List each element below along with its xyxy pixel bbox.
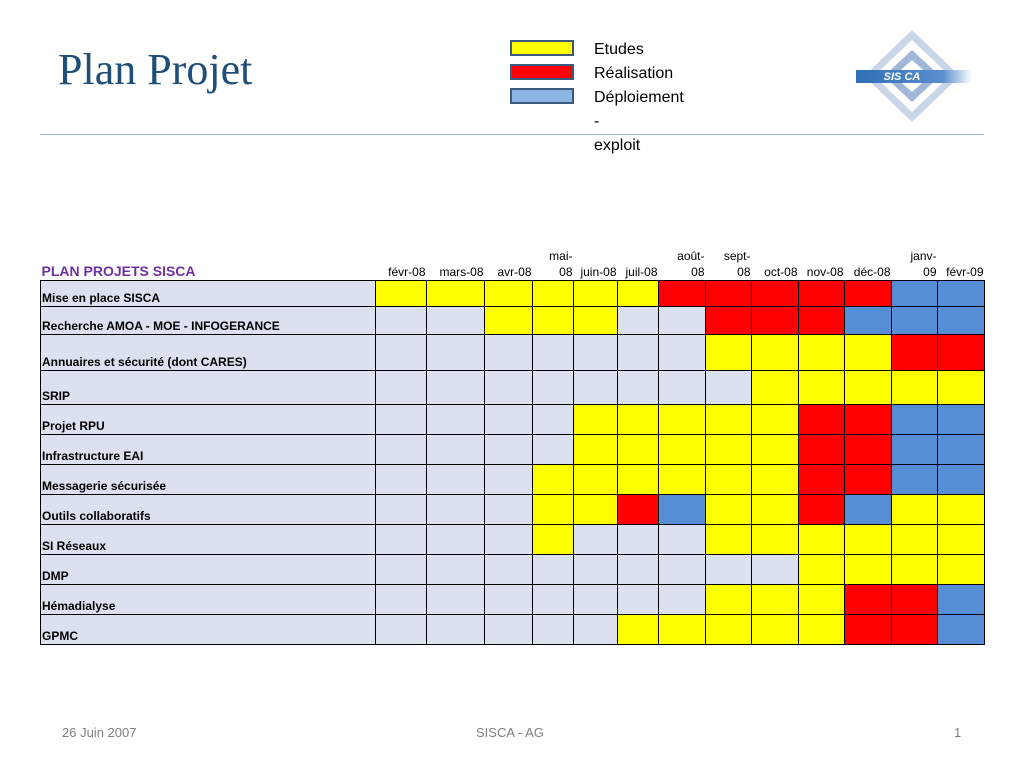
schedule-cell	[799, 307, 845, 335]
schedule-cell	[706, 281, 752, 307]
schedule-cell	[659, 525, 706, 555]
schedule-cell	[533, 281, 574, 307]
schedule-cell	[659, 307, 706, 335]
schedule-cell	[892, 525, 938, 555]
schedule-cell	[533, 465, 574, 495]
project-name: Annuaires et sécurité (dont CARES)	[41, 335, 376, 371]
schedule-cell	[427, 435, 485, 465]
schedule-cell	[427, 281, 485, 307]
table-body	[41, 281, 985, 645]
schedule-cell	[376, 495, 427, 525]
month-header: janv- 09	[892, 244, 938, 281]
footer-center: SISCA - AG	[476, 725, 544, 740]
schedule-cell	[533, 371, 574, 405]
schedule-cell	[706, 371, 752, 405]
schedule-cell	[845, 525, 892, 555]
schedule-cell	[938, 465, 985, 495]
schedule-cell	[752, 307, 799, 335]
legend-swatch-etudes	[510, 40, 574, 56]
schedule-cell	[618, 615, 659, 645]
schedule-cell	[845, 495, 892, 525]
month-header: sept- 08	[706, 244, 752, 281]
table-row	[41, 555, 985, 585]
schedule-cell	[533, 307, 574, 335]
table-row	[41, 615, 985, 645]
schedule-cell	[659, 585, 706, 615]
schedule-cell	[892, 585, 938, 615]
schedule-cell	[892, 495, 938, 525]
table-row	[41, 405, 985, 435]
table-row	[41, 435, 985, 465]
schedule-cell	[533, 525, 574, 555]
schedule-cell	[533, 405, 574, 435]
schedule-cell	[427, 585, 485, 615]
schedule-cell	[752, 555, 799, 585]
schedule-cell	[659, 465, 706, 495]
schedule-cell	[752, 495, 799, 525]
month-header: mai- 08	[533, 244, 574, 281]
footer-page-number: 1	[954, 725, 962, 740]
schedule-cell	[376, 371, 427, 405]
schedule-cell	[427, 525, 485, 555]
schedule-cell	[752, 281, 799, 307]
schedule-cell	[752, 525, 799, 555]
month-header: août- 08	[659, 244, 706, 281]
schedule-cell	[376, 307, 427, 335]
schedule-cell	[752, 371, 799, 405]
schedule-cell	[485, 371, 533, 405]
schedule-cell	[618, 307, 659, 335]
schedule-cell	[533, 335, 574, 371]
schedule-cell	[845, 335, 892, 371]
project-name: DMP	[41, 555, 376, 585]
schedule-cell	[376, 435, 427, 465]
schedule-cell	[752, 335, 799, 371]
schedule-cell	[706, 525, 752, 555]
schedule-cell	[706, 585, 752, 615]
schedule-cell	[574, 405, 618, 435]
schedule-cell	[892, 465, 938, 495]
schedule-cell	[845, 555, 892, 585]
schedule-cell	[427, 307, 485, 335]
project-name: SI Réseaux	[41, 525, 376, 555]
schedule-cell	[618, 465, 659, 495]
schedule-cell	[618, 281, 659, 307]
month-header: oct-08	[752, 244, 799, 281]
project-name: Recherche AMOA - MOE - INFOGERANCE	[41, 307, 376, 335]
schedule-cell	[659, 281, 706, 307]
schedule-cell	[752, 405, 799, 435]
schedule-cell	[485, 525, 533, 555]
schedule-cell	[892, 307, 938, 335]
slide-title: Plan Projet	[58, 45, 253, 94]
table-row	[41, 307, 985, 335]
schedule-cell	[892, 335, 938, 371]
schedule-cell	[892, 405, 938, 435]
title-divider	[40, 134, 984, 135]
schedule-cell	[706, 495, 752, 525]
table-header-row	[41, 244, 985, 281]
schedule-cell	[574, 371, 618, 405]
schedule-cell	[659, 615, 706, 645]
legend-label-realisation: Réalisation	[594, 65, 674, 82]
schedule-cell	[659, 555, 706, 585]
schedule-cell	[485, 465, 533, 495]
sisca-logo	[852, 28, 972, 124]
schedule-cell	[938, 281, 985, 307]
schedule-cell	[706, 435, 752, 465]
schedule-cell	[533, 585, 574, 615]
schedule-cell	[799, 525, 845, 555]
month-header: juil-08	[618, 244, 659, 281]
schedule-cell	[706, 615, 752, 645]
schedule-cell	[376, 615, 427, 645]
table-heading: PLAN PROJETS SISCA	[41, 244, 376, 281]
schedule-cell	[892, 615, 938, 645]
table-row	[41, 585, 985, 615]
schedule-cell	[376, 281, 427, 307]
schedule-cell	[376, 525, 427, 555]
schedule-cell	[485, 281, 533, 307]
schedule-cell	[485, 615, 533, 645]
schedule-cell	[799, 371, 845, 405]
schedule-cell	[485, 555, 533, 585]
schedule-cell	[618, 525, 659, 555]
schedule-cell	[485, 405, 533, 435]
month-header: juin-08	[574, 244, 618, 281]
schedule-cell	[574, 585, 618, 615]
schedule-cell	[752, 465, 799, 495]
schedule-cell	[574, 615, 618, 645]
schedule-cell	[706, 307, 752, 335]
schedule-cell	[892, 555, 938, 585]
table-row	[41, 465, 985, 495]
table-row	[41, 371, 985, 405]
footer-date: 26 Juin 2007	[62, 725, 137, 740]
schedule-cell	[574, 335, 618, 371]
table-row	[41, 525, 985, 555]
table-row	[41, 335, 985, 371]
schedule-cell	[938, 615, 985, 645]
schedule-cell	[618, 585, 659, 615]
month-header: déc-08	[845, 244, 892, 281]
project-name: Messagerie sécurisée	[41, 465, 376, 495]
schedule-cell	[574, 555, 618, 585]
schedule-cell	[845, 615, 892, 645]
schedule-cell	[799, 281, 845, 307]
schedule-cell	[799, 335, 845, 371]
schedule-cell	[799, 405, 845, 435]
schedule-cell	[938, 555, 985, 585]
schedule-cell	[427, 335, 485, 371]
schedule-cell	[706, 335, 752, 371]
schedule-cell	[799, 585, 845, 615]
schedule-cell	[376, 335, 427, 371]
schedule-cell	[574, 281, 618, 307]
schedule-cell	[892, 281, 938, 307]
schedule-cell	[618, 335, 659, 371]
schedule-cell	[574, 435, 618, 465]
schedule-cell	[799, 555, 845, 585]
schedule-cell	[533, 615, 574, 645]
legend-label-etudes: Etudes	[594, 41, 644, 58]
schedule-cell	[799, 615, 845, 645]
project-name: Infrastructure EAI	[41, 435, 376, 465]
schedule-cell	[752, 615, 799, 645]
schedule-cell	[706, 465, 752, 495]
schedule-cell	[574, 307, 618, 335]
legend-label-deploiement: Déploiement - exploit	[594, 89, 684, 154]
schedule-cell	[752, 585, 799, 615]
schedule-cell	[427, 495, 485, 525]
schedule-cell	[618, 371, 659, 405]
project-name: Hémadialyse	[41, 585, 376, 615]
schedule-cell	[659, 335, 706, 371]
schedule-cell	[845, 465, 892, 495]
schedule-cell	[659, 495, 706, 525]
schedule-cell	[485, 307, 533, 335]
schedule-cell	[799, 465, 845, 495]
month-header: mars-08	[427, 244, 485, 281]
table-row	[41, 281, 985, 307]
schedule-cell	[427, 465, 485, 495]
table-row	[41, 495, 985, 525]
legend-swatch-deploiement	[510, 88, 574, 104]
schedule-cell	[938, 525, 985, 555]
project-name: GPMC	[41, 615, 376, 645]
schedule-cell	[752, 435, 799, 465]
schedule-cell	[574, 495, 618, 525]
schedule-cell	[799, 435, 845, 465]
schedule-cell	[938, 585, 985, 615]
schedule-cell	[892, 435, 938, 465]
schedule-cell	[376, 405, 427, 435]
month-header: avr-08	[485, 244, 533, 281]
schedule-cell	[938, 335, 985, 371]
schedule-cell	[845, 435, 892, 465]
logo-text: SIS CA	[883, 71, 921, 83]
legend-swatch-realisation	[510, 64, 574, 80]
project-name: Outils collaboratifs	[41, 495, 376, 525]
schedule-cell	[618, 435, 659, 465]
schedule-cell	[938, 371, 985, 405]
month-header: nov-08	[799, 244, 845, 281]
schedule-cell	[485, 585, 533, 615]
schedule-cell	[533, 555, 574, 585]
schedule-cell	[485, 495, 533, 525]
project-name: Projet RPU	[41, 405, 376, 435]
project-name: SRIP	[41, 371, 376, 405]
schedule-cell	[618, 555, 659, 585]
schedule-cell	[938, 405, 985, 435]
schedule-cell	[938, 495, 985, 525]
schedule-cell	[574, 525, 618, 555]
schedule-cell	[845, 405, 892, 435]
month-header: févr-08	[376, 244, 427, 281]
schedule-cell	[845, 281, 892, 307]
schedule-cell	[574, 465, 618, 495]
schedule-cell	[659, 371, 706, 405]
project-plan-table	[40, 244, 985, 645]
schedule-cell	[427, 555, 485, 585]
schedule-cell	[533, 435, 574, 465]
schedule-cell	[659, 435, 706, 465]
schedule-cell	[706, 405, 752, 435]
schedule-cell	[845, 371, 892, 405]
month-header: févr-09	[938, 244, 985, 281]
schedule-cell	[659, 405, 706, 435]
schedule-cell	[533, 495, 574, 525]
schedule-cell	[618, 405, 659, 435]
schedule-cell	[706, 555, 752, 585]
project-name: Mise en place SISCA	[41, 281, 376, 307]
schedule-cell	[485, 435, 533, 465]
schedule-cell	[618, 495, 659, 525]
schedule-cell	[427, 615, 485, 645]
schedule-cell	[427, 371, 485, 405]
schedule-cell	[799, 495, 845, 525]
schedule-cell	[427, 405, 485, 435]
schedule-cell	[938, 307, 985, 335]
schedule-cell	[485, 335, 533, 371]
schedule-cell	[845, 307, 892, 335]
schedule-cell	[376, 465, 427, 495]
schedule-cell	[376, 555, 427, 585]
schedule-cell	[376, 585, 427, 615]
schedule-cell	[938, 435, 985, 465]
schedule-cell	[845, 585, 892, 615]
schedule-cell	[892, 371, 938, 405]
